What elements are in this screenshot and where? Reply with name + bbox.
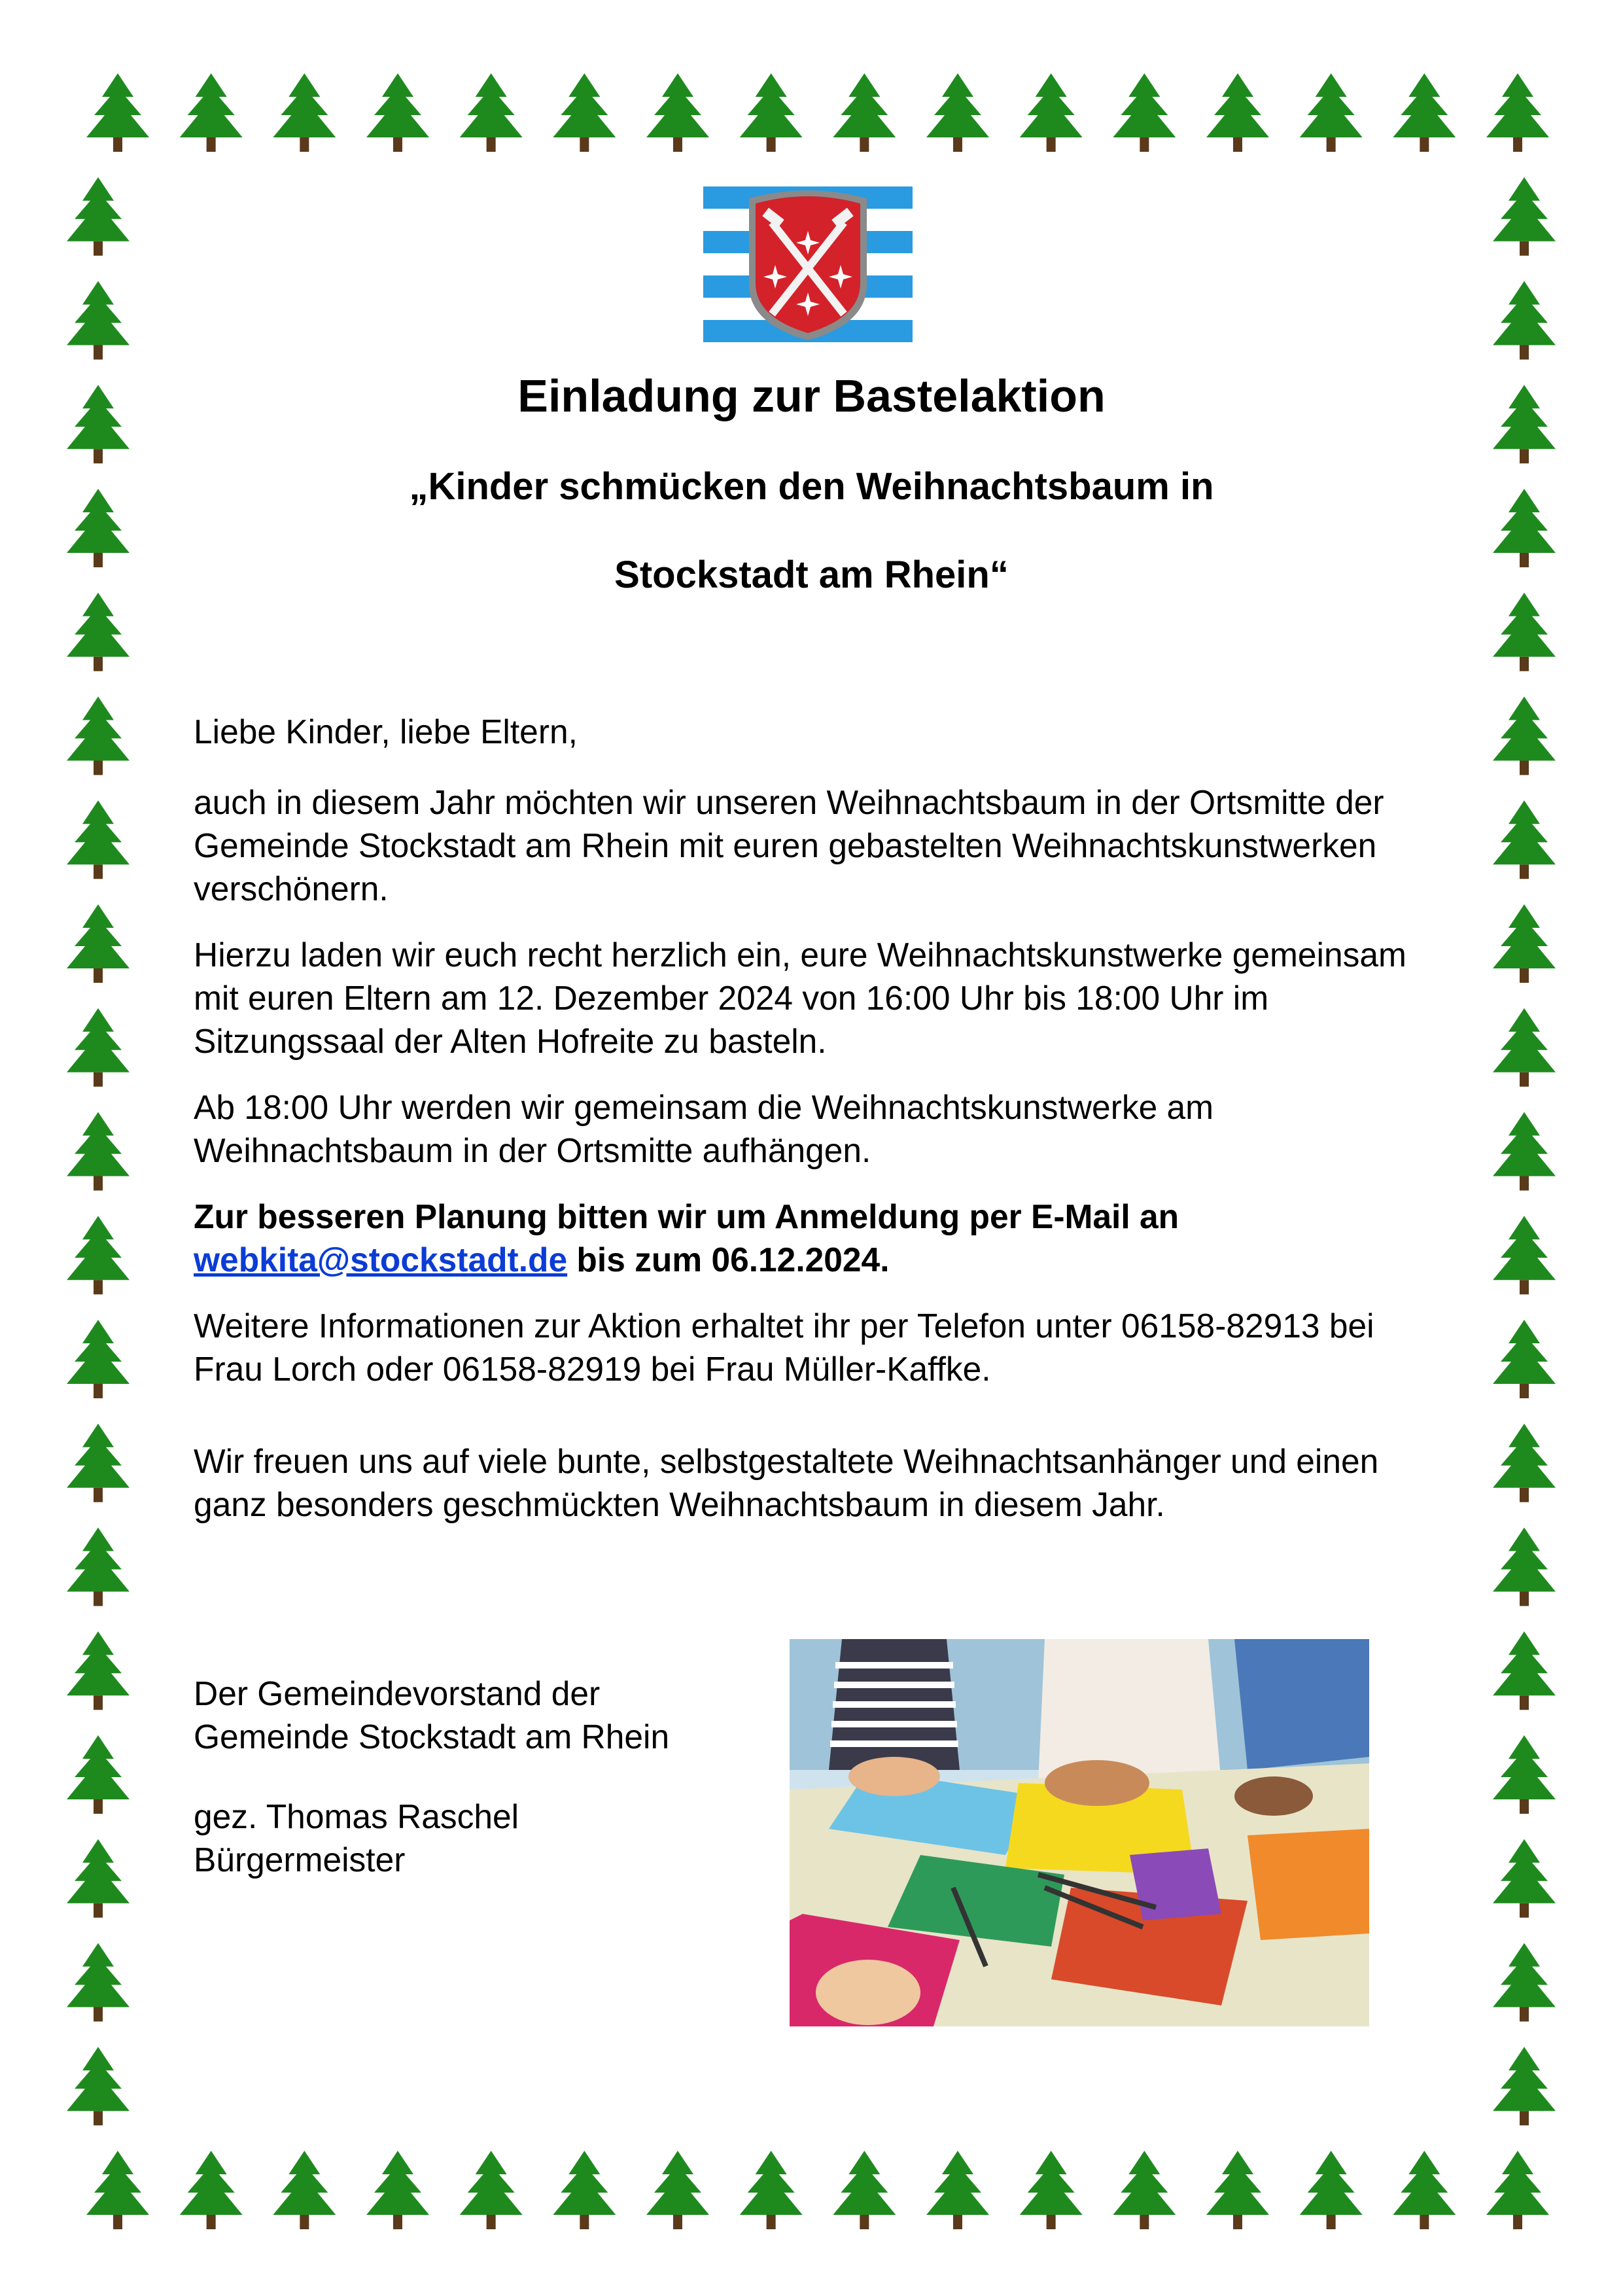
christmas-tree-icon bbox=[1493, 177, 1556, 256]
christmas-tree-icon bbox=[67, 1424, 130, 1502]
christmas-tree-icon bbox=[1113, 2151, 1176, 2229]
christmas-tree-icon bbox=[1493, 1528, 1556, 1606]
paragraph-hanging: Ab 18:00 Uhr werden wir gemeinsam die Weihnachtskunstwerke am Weihnachtsbaum in der Ortsmitte aufhängen. bbox=[194, 1088, 1214, 1169]
christmas-tree-icon bbox=[1300, 2151, 1363, 2229]
christmas-tree-icon bbox=[1393, 2151, 1456, 2229]
signature-role: Bürgermeister bbox=[194, 1841, 406, 1879]
christmas-tree-icon bbox=[180, 73, 243, 152]
registration-paragraph bbox=[194, 1195, 1437, 1281]
christmas-tree-icon bbox=[1206, 2151, 1269, 2229]
christmas-tree-icon bbox=[180, 2151, 243, 2229]
christmas-tree-icon bbox=[67, 1112, 130, 1191]
christmas-tree-icon bbox=[366, 73, 429, 152]
greeting: Liebe Kinder, liebe Eltern, bbox=[194, 713, 578, 751]
christmas-tree-icon bbox=[67, 1839, 130, 1918]
christmas-tree-icon bbox=[1493, 1735, 1556, 1814]
email-link[interactable]: webkita@stockstadt.de bbox=[194, 1241, 568, 1279]
christmas-tree-icon bbox=[1493, 800, 1556, 879]
signature-org-line-1: Der Gemeindevorstand der bbox=[194, 1674, 601, 1712]
signature-name: gez. Thomas Raschel bbox=[194, 1797, 519, 1835]
christmas-tree-icon bbox=[67, 385, 130, 463]
christmas-tree-icon bbox=[1493, 1943, 1556, 2022]
christmas-tree-icon bbox=[553, 2151, 616, 2229]
crafting-photo bbox=[790, 1639, 1369, 2026]
christmas-tree-icon bbox=[1493, 1112, 1556, 1191]
paragraph-invitation: Hierzu laden wir euch recht herzlich ein, eure Weihnachtskunstwerke gemeinsam mit euren Eltern am 12. Dezember 2024 von 16:00 Uhr bis 18:00 Uhr im Sitzungssaal der Alten Hofreite zu basteln. bbox=[194, 936, 1406, 1060]
christmas-tree-icon bbox=[1493, 1320, 1556, 1398]
christmas-tree-icon bbox=[1300, 73, 1363, 152]
signature-org-line-2: Gemeinde Stockstadt am Rhein bbox=[194, 1718, 670, 1756]
christmas-tree-icon bbox=[67, 593, 130, 671]
christmas-tree-icon bbox=[67, 1528, 130, 1606]
christmas-tree-icon bbox=[1493, 593, 1556, 671]
christmas-tree-icon bbox=[1493, 904, 1556, 983]
christmas-tree-icon bbox=[67, 1216, 130, 1294]
christmas-tree-icon bbox=[273, 2151, 336, 2229]
christmas-tree-icon bbox=[1493, 697, 1556, 775]
coat-of-arms-icon bbox=[703, 186, 913, 344]
christmas-tree-icon bbox=[460, 2151, 523, 2229]
christmas-tree-icon bbox=[1493, 1839, 1556, 1918]
christmas-tree-icon bbox=[1206, 73, 1269, 152]
christmas-tree-icon bbox=[67, 1631, 130, 1710]
christmas-tree-icon bbox=[67, 904, 130, 983]
paragraph-closing: Wir freuen uns auf viele bunte, selbstgestaltete Weihnachtsanhänger und einen ganz besonders geschmückten Weihnachtsbaum in diesem Jahr. bbox=[194, 1442, 1379, 1523]
christmas-tree-icon bbox=[1393, 73, 1456, 152]
christmas-tree-icon bbox=[67, 1008, 130, 1087]
christmas-tree-icon bbox=[1486, 73, 1549, 152]
paragraph-info: Weitere Informationen zur Aktion erhaltet ihr per Telefon unter 06158-82913 bei Frau Lorch oder 06158-82919 bei Frau Müller-Kaffke. bbox=[194, 1307, 1374, 1388]
subtitle-line-2: Stockstadt am Rhein“ bbox=[614, 554, 1009, 596]
christmas-tree-icon bbox=[67, 281, 130, 360]
christmas-tree-icon bbox=[926, 2151, 989, 2229]
christmas-tree-icon bbox=[1493, 385, 1556, 463]
christmas-tree-icon bbox=[67, 2047, 130, 2125]
christmas-tree-icon bbox=[646, 73, 709, 152]
christmas-tree-icon bbox=[1493, 1424, 1556, 1502]
christmas-tree-icon bbox=[1493, 2047, 1556, 2125]
christmas-tree-icon bbox=[86, 2151, 149, 2229]
christmas-tree-icon bbox=[67, 1320, 130, 1398]
christmas-tree-icon bbox=[67, 1943, 130, 2022]
signature-block bbox=[194, 1672, 782, 1918]
christmas-tree-icon bbox=[67, 800, 130, 879]
registration-text: Zur besseren Planung bitten wir um Anmeldung per E-Mail an bbox=[194, 1197, 1179, 1235]
christmas-tree-icon bbox=[1020, 73, 1083, 152]
christmas-tree-icon bbox=[1493, 1216, 1556, 1294]
christmas-tree-icon bbox=[366, 2151, 429, 2229]
christmas-tree-icon bbox=[67, 177, 130, 256]
paragraph-intro: auch in diesem Jahr möchten wir unseren Weihnachtsbaum in der Ortsmitte der Gemeinde Stockstadt am Rhein mit euren gebastelten Weihnachtskunstwerken verschönern. bbox=[194, 783, 1384, 908]
christmas-tree-icon bbox=[1493, 1008, 1556, 1087]
christmas-tree-icon bbox=[1020, 2151, 1083, 2229]
christmas-tree-icon bbox=[833, 2151, 896, 2229]
christmas-tree-icon bbox=[1493, 489, 1556, 567]
christmas-tree-icon bbox=[833, 73, 896, 152]
christmas-tree-icon bbox=[1486, 2151, 1549, 2229]
page-title: Einladung zur Bastelaktion bbox=[517, 370, 1106, 421]
christmas-tree-icon bbox=[67, 1735, 130, 1814]
christmas-tree-icon bbox=[926, 73, 989, 152]
christmas-tree-icon bbox=[740, 2151, 803, 2229]
christmas-tree-icon bbox=[553, 73, 616, 152]
christmas-tree-icon bbox=[740, 73, 803, 152]
letter-body bbox=[194, 710, 1437, 1549]
christmas-tree-icon bbox=[460, 73, 523, 152]
christmas-tree-icon bbox=[67, 489, 130, 567]
registration-deadline: bis zum 06.12.2024. bbox=[576, 1241, 890, 1279]
christmas-tree-icon bbox=[273, 73, 336, 152]
christmas-tree-icon bbox=[1113, 73, 1176, 152]
christmas-tree-icon bbox=[67, 697, 130, 775]
subtitle-line-1: „Kinder schmücken den Weihnachtsbaum in bbox=[409, 465, 1214, 508]
christmas-tree-icon bbox=[646, 2151, 709, 2229]
christmas-tree-icon bbox=[1493, 1631, 1556, 1710]
christmas-tree-icon bbox=[86, 73, 149, 152]
christmas-tree-icon bbox=[1493, 281, 1556, 360]
